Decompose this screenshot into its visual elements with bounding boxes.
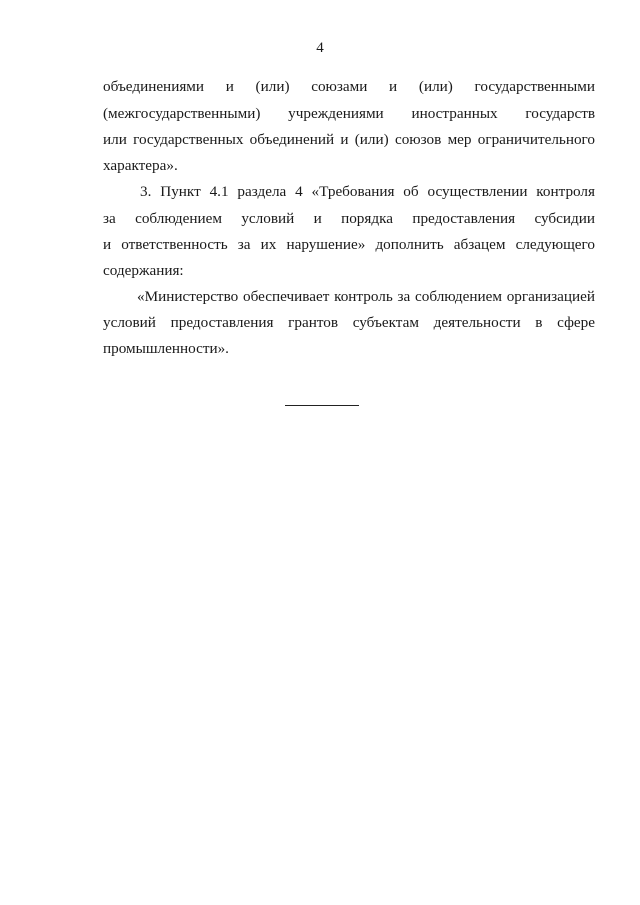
text-line: (межгосударственными) учреждениями иностранных государств bbox=[103, 105, 595, 122]
text-line: содержания: bbox=[103, 262, 184, 279]
text-line: за соблюдением условий и порядка предоставления субсидии bbox=[103, 210, 595, 227]
text-line: условий предоставления грантов субъектам деятельности в сфере bbox=[103, 314, 595, 331]
text-line: объединениями и (или) союзами и (или) государственными bbox=[103, 78, 595, 95]
page-number: 4 bbox=[316, 40, 324, 56]
paragraph-3-first-line: 3. Пункт 4.1 раздела 4 «Требования об осуществлении контроля bbox=[140, 183, 595, 200]
text-line: или государственных объединений и (или) союзов мер ограничительного bbox=[103, 131, 595, 148]
text-line: и ответственность за их нарушение» дополнить абзацем следующего bbox=[103, 236, 595, 253]
text-line: промышленности». bbox=[103, 340, 229, 357]
text-line: характера». bbox=[103, 157, 178, 174]
quote-first-line: «Министерство обеспечивает контроль за соблюдением организацией bbox=[137, 288, 595, 305]
end-separator-line bbox=[285, 405, 359, 406]
